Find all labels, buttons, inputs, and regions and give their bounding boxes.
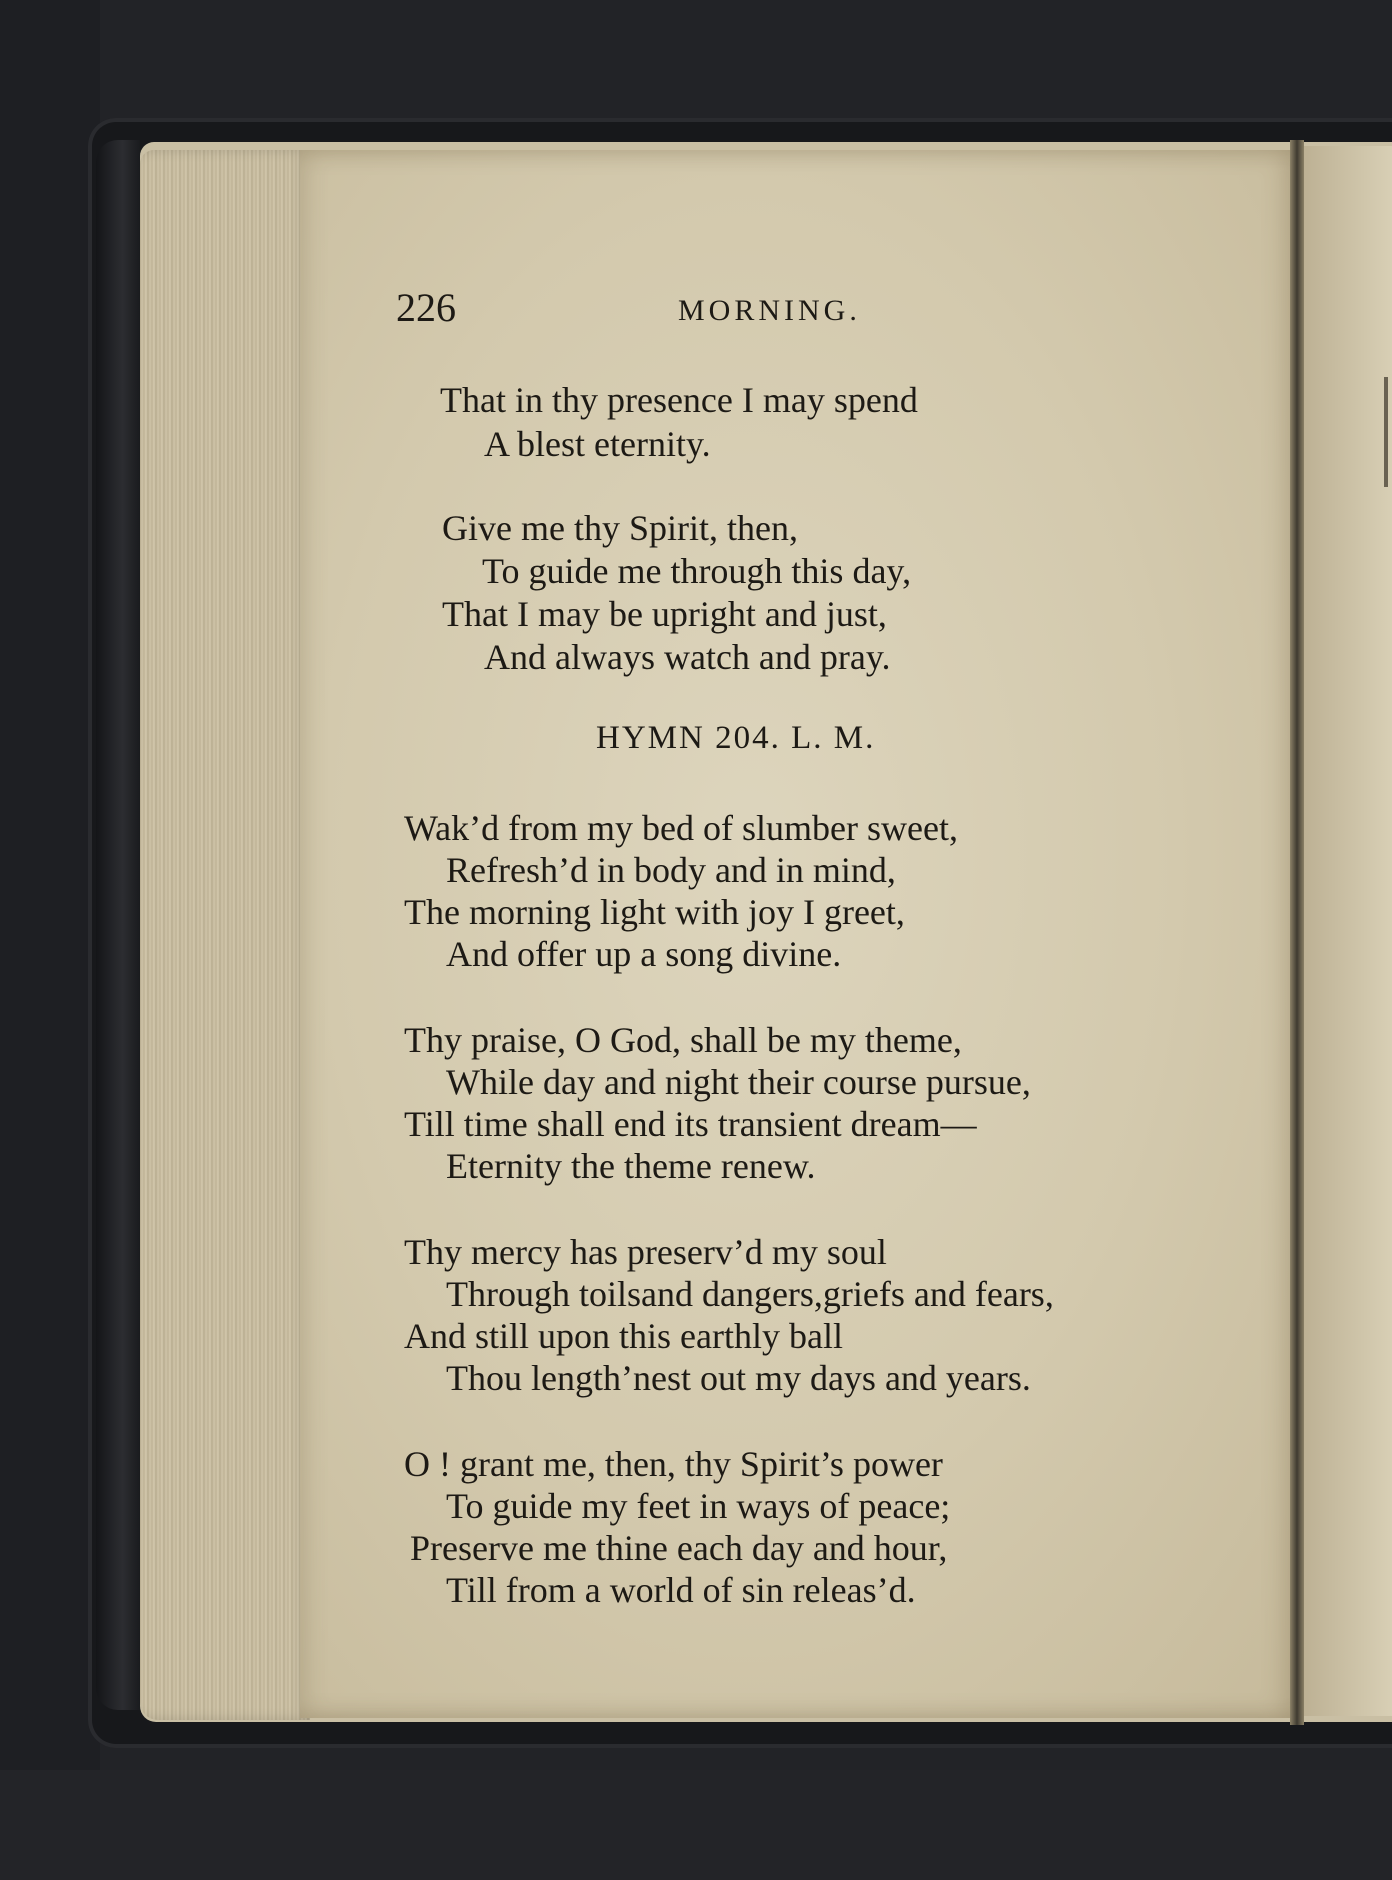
verse-line: Thy praise, O God, shall be my theme, bbox=[404, 1020, 962, 1060]
verse-line: Till time shall end its transient dream— bbox=[404, 1104, 977, 1144]
verse-line: And still upon this earthly ball bbox=[404, 1316, 843, 1356]
facing-page-mark bbox=[1384, 377, 1388, 487]
book-cover-edge bbox=[96, 140, 140, 1710]
verse-line: Till from a world of sin releas’d. bbox=[446, 1570, 916, 1610]
backdrop-bottom bbox=[0, 1770, 1392, 1880]
page-number: 226 bbox=[396, 285, 456, 330]
hymn-title: HYMN 204. L. M. bbox=[596, 720, 876, 756]
verse-line: To guide me through this day, bbox=[482, 551, 912, 591]
running-head: MORNING. bbox=[678, 294, 861, 327]
verse-line: Through toilsand dangers,griefs and fears, bbox=[446, 1274, 1054, 1314]
verse-line: Give me thy Spirit, then, bbox=[442, 508, 798, 548]
verse-line: That I may be upright and just, bbox=[442, 594, 887, 634]
verse-line: O ! grant me, then, thy Spirit’s power bbox=[404, 1444, 943, 1484]
verse-line: Wak’d from my bed of slumber sweet, bbox=[404, 808, 958, 848]
verse-line: And offer up a song divine. bbox=[446, 934, 842, 974]
verse-line: The morning light with joy I greet, bbox=[404, 892, 905, 932]
book-gutter bbox=[1290, 140, 1304, 1725]
backdrop bbox=[0, 0, 100, 1880]
page-fore-edge bbox=[140, 150, 310, 1720]
verse-line: A blest eternity. bbox=[484, 424, 711, 464]
verse-line: Refresh’d in body and in mind, bbox=[446, 850, 896, 890]
facing-page bbox=[1304, 146, 1392, 1716]
verse-line: And always watch and pray. bbox=[484, 637, 891, 677]
verse-line: While day and night their course pursue, bbox=[446, 1062, 1031, 1102]
verse-line: Eternity the theme renew. bbox=[446, 1146, 816, 1186]
verse-line: Thou length’nest out my days and years. bbox=[446, 1358, 1031, 1398]
verse-line: To guide my feet in ways of peace; bbox=[446, 1486, 951, 1526]
verse-line: That in thy presence I may spend bbox=[440, 380, 918, 420]
verse-line: Thy mercy has preserv’d my soul bbox=[404, 1232, 887, 1272]
verse-line: Preserve me thine each day and hour, bbox=[410, 1528, 948, 1568]
